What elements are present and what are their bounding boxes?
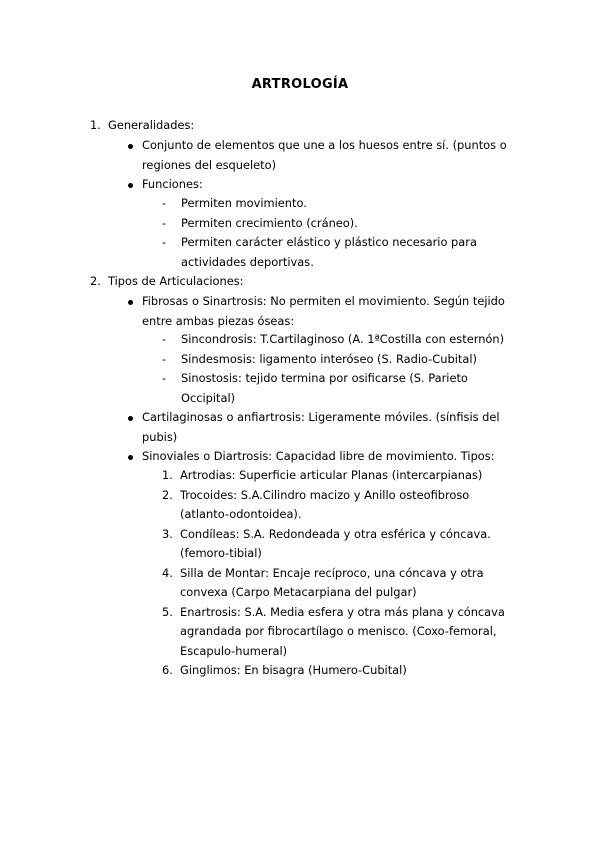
dash-icon: - <box>162 351 167 366</box>
section-number: 2. <box>90 274 101 288</box>
item-number: 2. <box>162 487 173 502</box>
bullet-line: entre ambas piezas óseas: <box>142 313 295 328</box>
dash-line: Sindesmosis: ligamento interóseo (S. Radio-Cubital) <box>181 351 477 366</box>
bullet-line: Fibrosas o Sinartrosis: No permiten el movimiento. Según tejido <box>142 294 505 308</box>
bullet-icon <box>128 416 133 421</box>
dash-icon: - <box>162 235 167 249</box>
item-number: 4. <box>162 565 173 580</box>
numbered-line: Ginglimos: En bisagra (Humero-Cubital) <box>180 663 407 677</box>
section-heading: Generalidades: <box>108 118 195 132</box>
item-number: 1. <box>162 468 173 482</box>
bullet-icon <box>128 144 133 149</box>
item-number: 5. <box>162 604 173 619</box>
section-heading: Tipos de Articulaciones: <box>108 274 244 288</box>
dash-line: Permiten movimiento. <box>181 196 307 210</box>
bullet-line: Conjunto de elementos que une a los huesos entre sí. (puntos o <box>142 138 507 152</box>
item-number: 6. <box>162 663 173 677</box>
document-title: ARTROLOGÍA <box>251 77 349 92</box>
bullet-line: pubis) <box>142 429 178 444</box>
numbered-line: Artrodias: Superficie articular Planas (intercarpianas) <box>180 468 483 482</box>
dash-line: Permiten crecimiento (cráneo). <box>181 215 358 230</box>
item-number: 3. <box>162 526 173 541</box>
dash-line: Sinostosis: tejido termina por osificarse (S. Parieto <box>181 371 468 385</box>
numbered-line: Trocoides: S.A.Cilindro macizo y Anillo osteofibroso <box>180 487 470 502</box>
numbered-line: Escapulo-humeral) <box>180 643 288 658</box>
bullet-icon <box>128 300 133 305</box>
dash-icon: - <box>162 332 167 346</box>
bullet-line: Funciones: <box>142 177 203 191</box>
numbered-line: Enartrosis: S.A. Media esfera y otra más plana y cóncava <box>180 604 505 619</box>
dash-line: Sincondrosis: T.Cartilaginoso (A. 1ªCostilla con esternón) <box>181 332 505 346</box>
bullet-icon <box>128 183 133 188</box>
dash-icon: - <box>162 196 167 210</box>
numbered-line: Silla de Montar: Encaje recíproco, una cóncava y otra <box>180 565 484 580</box>
numbered-line: agrandada por fibrocartílago o menisco. (Coxo-femoral, <box>180 624 497 639</box>
numbered-line: convexa (Carpo Metacarpiana del pulgar) <box>180 585 417 600</box>
bullet-line: Sinoviales o Diartrosis: Capacidad libre de movimiento. Tipos: <box>142 449 495 463</box>
section-number: 1. <box>90 118 101 132</box>
numbered-line: (femoro-tibial) <box>180 546 262 561</box>
bullet-line: regiones del esqueleto) <box>142 157 277 172</box>
dash-line: Permiten carácter elástico y plástico necesario para <box>181 235 477 249</box>
dash-icon: - <box>162 371 167 385</box>
dash-icon: - <box>162 215 167 230</box>
bullet-line: Cartilaginosas o anfiartrosis: Ligeramente móviles. (sínfisis del <box>142 410 500 424</box>
bullet-icon <box>128 455 133 460</box>
numbered-line: (atlanto-odontoidea). <box>180 507 302 522</box>
dash-line: Occipital) <box>181 390 236 405</box>
numbered-line: Condíleas: S.A. Redondeada y otra esférica y cóncava. <box>180 526 491 541</box>
dash-line: actividades deportivas. <box>181 254 314 269</box>
